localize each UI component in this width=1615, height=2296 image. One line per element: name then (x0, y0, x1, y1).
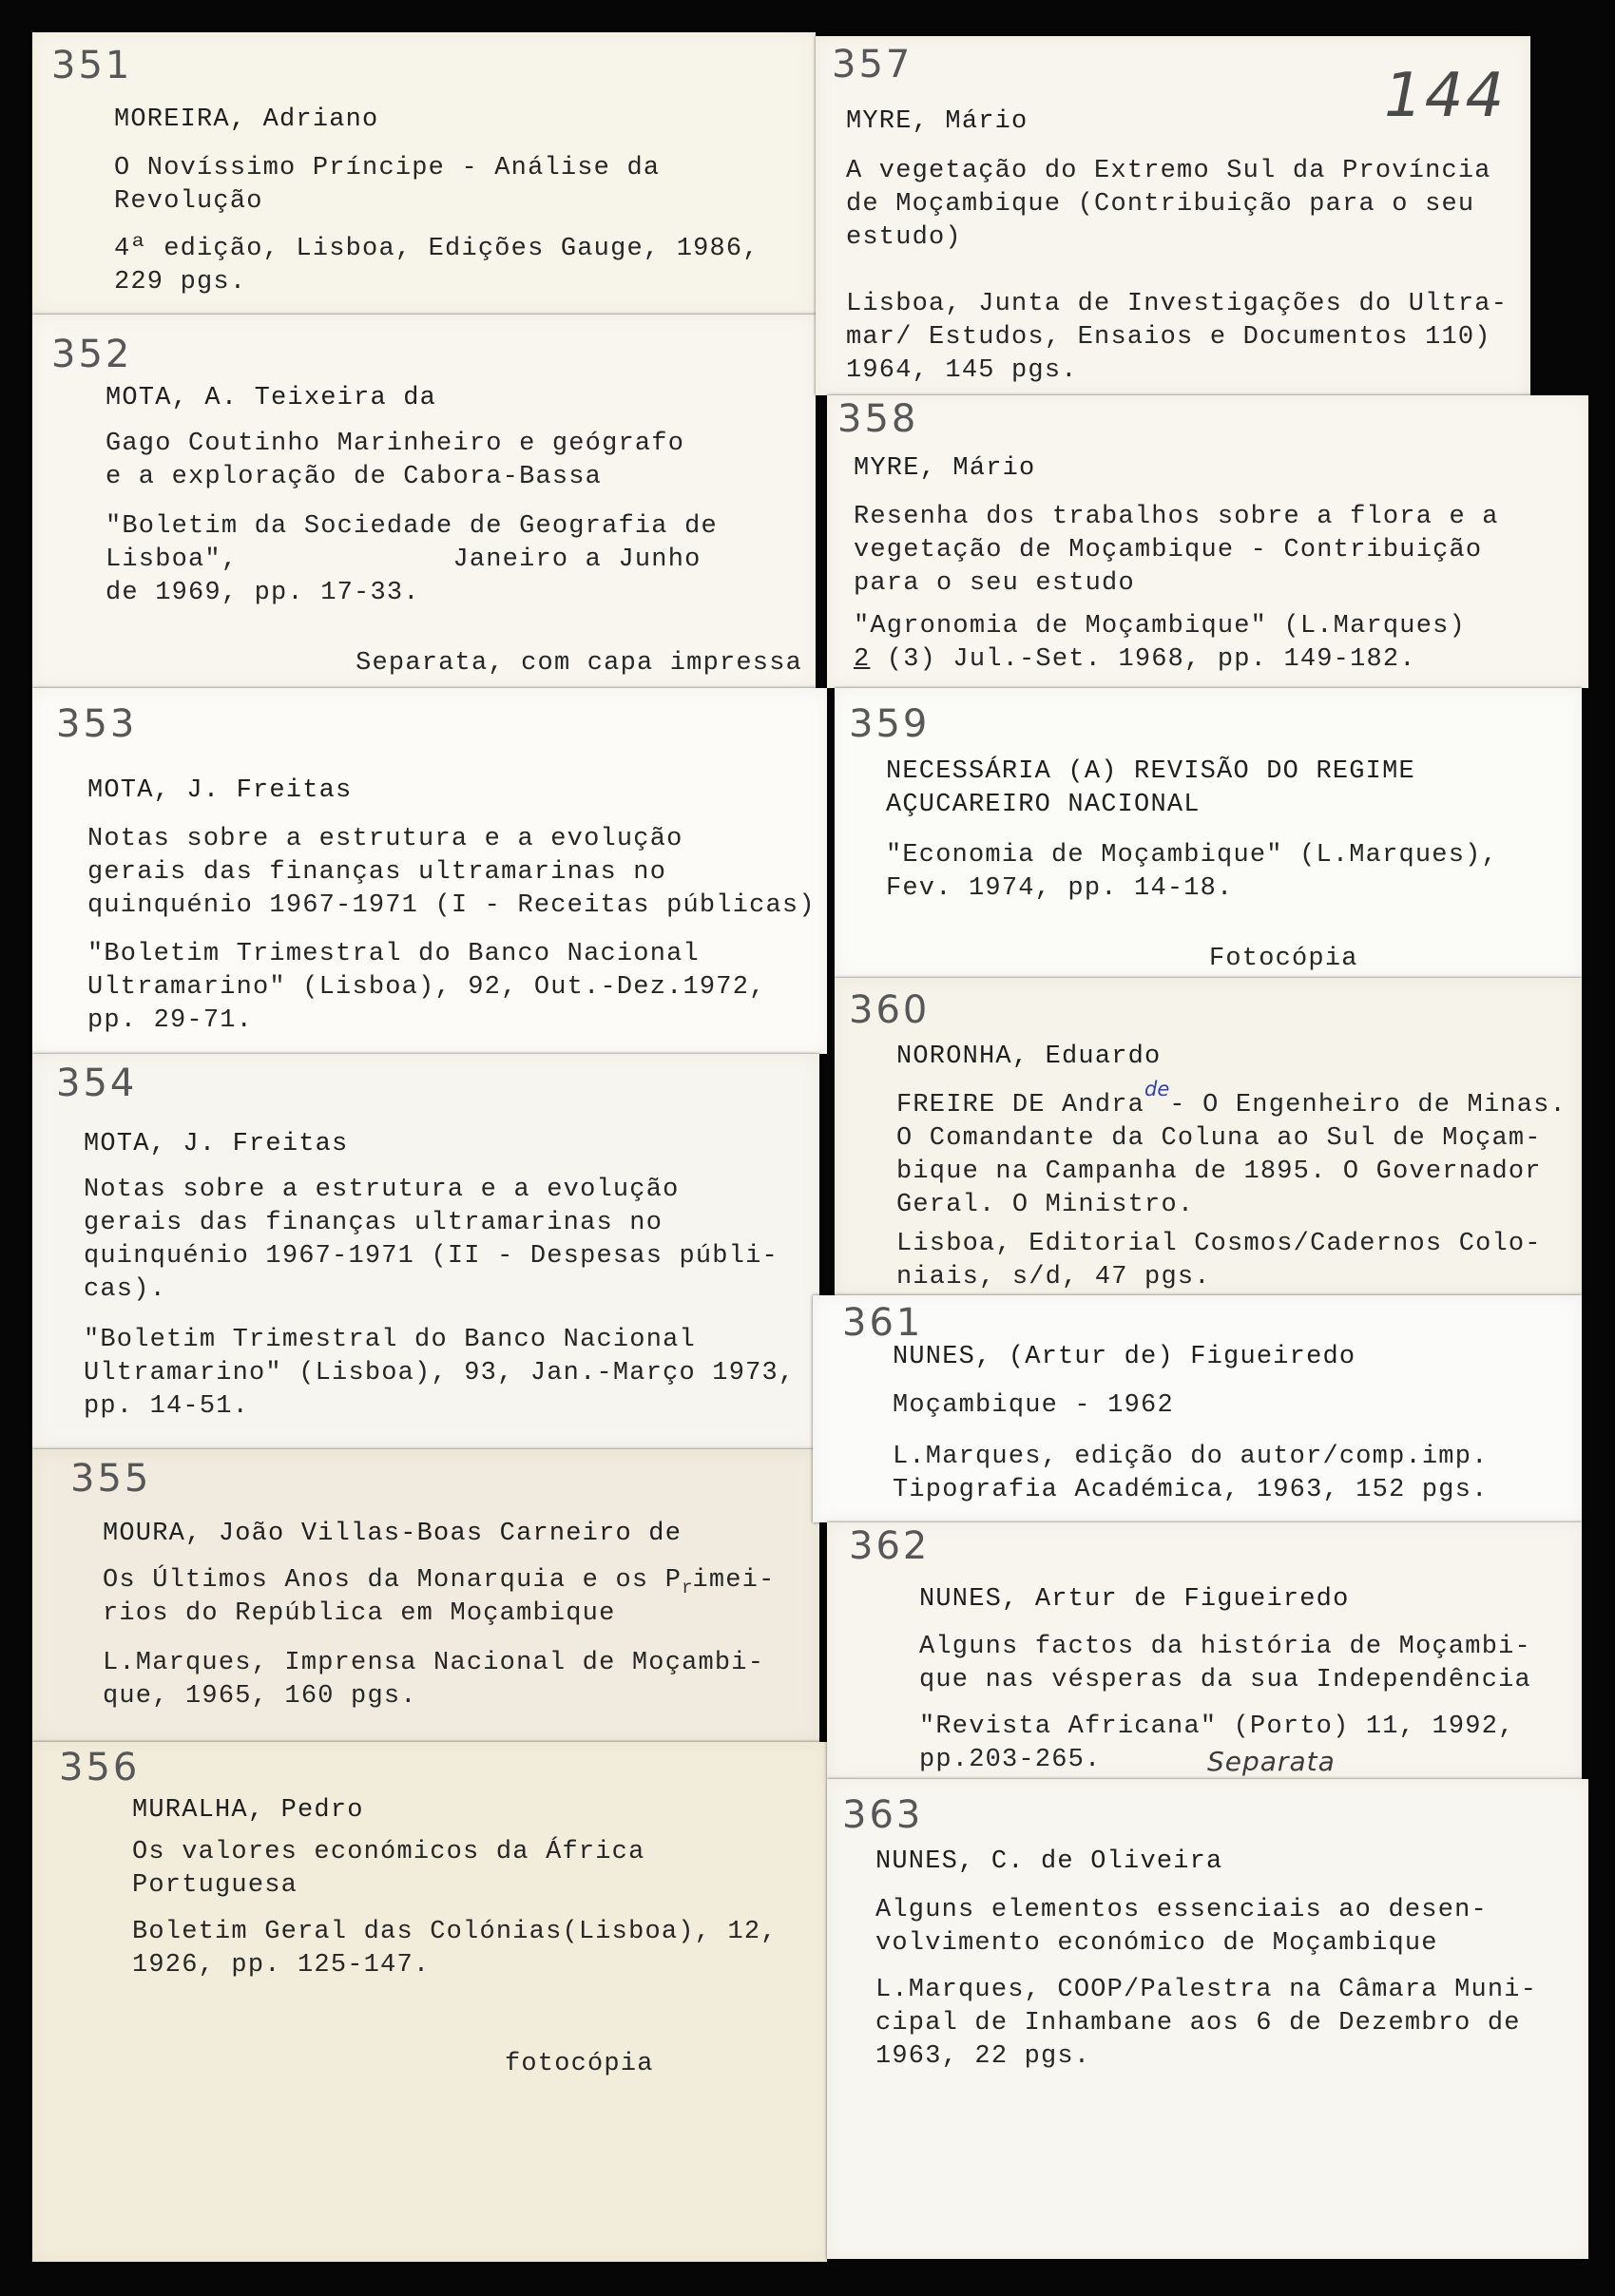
title-line: bique na Campanha de 1895. O Governador (896, 1158, 1542, 1186)
card-number: 357 (832, 43, 913, 86)
title-line: Revolução (114, 187, 263, 216)
card-number: 360 (849, 988, 931, 1032)
author-line: NUNES, C. de Oliveira (875, 1847, 1223, 1876)
card-number: 355 (70, 1457, 152, 1501)
card-number: 351 (51, 44, 133, 87)
publication-line: "Boletim da Sociedade de Geografia de (106, 512, 718, 541)
title-line: Notas sobre a estrutura e a evolução (84, 1176, 680, 1204)
card-publication (84, 1324, 795, 1424)
publication-line: que, 1965, 160 pgs. (103, 1682, 417, 1711)
card-title (875, 1894, 1488, 1961)
author-line: NUNES, Artur de Figueiredo (919, 1585, 1350, 1614)
publication-line: 1926, pp. 125-147. (132, 1951, 431, 1980)
title-line: e a exploração de Cabora-Bassa (106, 463, 603, 491)
publication-line: Ultramarino" (Lisboa), 92, Out.-Dez.1972, (87, 973, 766, 1002)
author-line: NUNES, (Artur de) Figueiredo (893, 1343, 1356, 1371)
publication-line: Lisboa", Janeiro a Junho (106, 545, 702, 574)
card-number: 359 (849, 702, 931, 746)
card-publication (886, 839, 1498, 906)
card-author (114, 104, 378, 137)
title-line-edited (103, 1564, 776, 1598)
card-author (103, 1518, 682, 1551)
card-publication (896, 1228, 1542, 1294)
card-number: 354 (56, 1062, 138, 1105)
card-author (132, 1794, 364, 1827)
note-line: Fotocópia (1209, 945, 1358, 973)
card-publication (875, 1974, 1537, 2074)
title-line: Moçambique - 1962 (893, 1391, 1174, 1420)
publication-line: 1963, 22 pgs. (875, 2042, 1091, 2071)
publication-line: L.Marques, Imprensa Nacional de Moçambi- (103, 1649, 765, 1677)
publication-line: 229 pgs. (114, 268, 247, 297)
publication-line: niais, s/d, 47 pgs. (896, 1263, 1211, 1292)
card-author (896, 1041, 1161, 1074)
publication-line: Lisboa, Editorial Cosmos/Cadernos Colo- (896, 1230, 1542, 1258)
card-title (893, 1389, 1174, 1423)
title-text-after: imei- (692, 1566, 776, 1595)
catalog-card-359 (835, 688, 1582, 978)
card-publication (854, 610, 1466, 677)
card-author (893, 1341, 1355, 1374)
card-author (106, 382, 436, 415)
catalog-card-361 (813, 1295, 1582, 1522)
handwritten-note: Separata (1207, 1746, 1336, 1777)
card-number: 363 (842, 1793, 924, 1837)
handwritten-insertion: de (1144, 1078, 1170, 1100)
card-publication (846, 288, 1508, 388)
title-line: que nas vésperas da sua Independência (919, 1666, 1531, 1694)
catalog-card-360 (835, 978, 1582, 1295)
catalog-card-352 (32, 315, 816, 688)
title-line: NECESSÁRIA (A) REVISÃO DO REGIME (886, 757, 1415, 786)
publication-line: "Economia de Moçambique" (L.Marques), (886, 841, 1498, 870)
card-title (132, 1836, 644, 1903)
card-title (103, 1564, 776, 1631)
note-line: fotocópia (505, 2050, 654, 2078)
card-title (846, 155, 1491, 255)
author-line: MOTA, A. Teixeira da (106, 384, 437, 412)
author-line: MOTA, J. Freitas (87, 776, 353, 805)
card-author (87, 775, 352, 808)
publication-line: pp.203-265. (919, 1746, 1102, 1774)
title-line: vegetação de Moçambique - Contribuição (854, 536, 1483, 564)
title-line: O Comandante da Coluna ao Sul de Moçam- (896, 1124, 1542, 1153)
author-line: MYRE, Mário (854, 454, 1036, 483)
card-author (919, 1583, 1349, 1617)
card-number: 356 (59, 1746, 141, 1789)
card-author (84, 1128, 348, 1161)
catalog-card-358 (827, 395, 1588, 688)
title-line: O Novíssimo Príncipe - Análise da (114, 154, 661, 182)
title-line: rios do República em Moçambique (103, 1599, 616, 1628)
publication-line: L.Marques, edição do autor/comp.imp. (893, 1443, 1489, 1471)
card-publication (87, 938, 766, 1038)
publication-line: Fev. 1974, pp. 14-18. (886, 874, 1234, 903)
card-number: 352 (51, 333, 133, 376)
card-note (1209, 943, 1358, 976)
title-line-edited (896, 1078, 1567, 1122)
card-publication (114, 233, 759, 299)
publication-line: L.Marques, COOP/Palestra na Câmara Muni- (875, 1976, 1538, 2004)
title-line: para o seu estudo (854, 569, 1135, 598)
title-line: Portuguesa (132, 1871, 298, 1900)
catalog-card-357 (816, 36, 1530, 395)
publication-line: Ultramarino" (Lisboa), 93, Jan.-Março 1973, (84, 1359, 796, 1387)
card-publication (106, 510, 718, 610)
title-line: Resenha dos trabalhos sobre a flora e a (854, 503, 1499, 531)
card-author (846, 105, 1028, 139)
card-title (114, 152, 660, 219)
title-line: A vegetação do Extremo Sul da Província (846, 157, 1491, 185)
title-line: gerais das finanças ultramarinas no (84, 1209, 663, 1237)
card-title (854, 501, 1499, 601)
publication-line: "Boletim Trimestral do Banco Nacional (84, 1326, 696, 1354)
catalog-card-354 (32, 1054, 819, 1449)
card-author (854, 452, 1035, 486)
title-line: Os valores económicos da África (132, 1838, 645, 1866)
author-line: MYRE, Mário (846, 107, 1029, 136)
title-text-after: - O Engenheiro de Minas. (1169, 1091, 1567, 1119)
catalog-card-362 (827, 1522, 1582, 1779)
publication-line: "Boletim Trimestral do Banco Nacional (87, 940, 700, 968)
card-publication (893, 1441, 1489, 1507)
publication-line: pp. 29-71. (87, 1006, 254, 1035)
title-line: Notas sobre a estrutura e a evolução (87, 825, 683, 853)
card-number: 353 (56, 702, 138, 746)
catalog-card-355 (32, 1449, 819, 1742)
title-line: AÇUCAREIRO NACIONAL (886, 791, 1201, 819)
card-note (356, 647, 802, 680)
author-line: MOURA, João Villas-Boas Carneiro de (103, 1520, 683, 1548)
author-line: MOREIRA, Adriano (114, 105, 379, 134)
title-text-before: FREIRE DE Andra (896, 1091, 1145, 1119)
title-line: Gago Coutinho Marinheiro e geógrafo (106, 430, 685, 458)
card-number: 358 (837, 397, 919, 441)
publication-line: de 1969, pp. 17-33. (106, 579, 420, 607)
title-line: cas). (84, 1275, 167, 1304)
publication-line: Tipografia Académica, 1963, 152 pgs. (893, 1476, 1489, 1504)
card-title (84, 1174, 779, 1307)
publication-line: 2 (3) Jul.-Set. 1968, pp. 149-182. (854, 645, 1416, 674)
publication-line: 4ª edição, Lisboa, Edições Gauge, 1986, (114, 235, 759, 263)
card-number: 362 (849, 1524, 931, 1568)
publication-line: "Revista Africana" (Porto) 11, 1992, (919, 1712, 1515, 1741)
author-line: MURALHA, Pedro (132, 1796, 364, 1825)
title-line: Geral. O Ministro. (896, 1191, 1195, 1219)
author-line: NORONHA, Eduardo (896, 1043, 1162, 1071)
card-note (505, 2048, 654, 2081)
title-line: Alguns factos da história de Moçambi- (919, 1633, 1531, 1661)
publication-line: pp. 14-51. (84, 1392, 250, 1421)
card-publication (132, 1916, 778, 1982)
publication-line: Boletim Geral das Colónias(Lisboa), 12, (132, 1918, 778, 1946)
author-line: MOTA, J. Freitas (84, 1130, 349, 1158)
publication-line: mar/ Estudos, Ensaios e Documentos 110) (846, 323, 1491, 352)
title-line: quinquénio 1967-1971 (II - Despesas públi- (84, 1242, 779, 1271)
publication-line: 1964, 145 pgs. (846, 356, 1078, 385)
card-title (87, 823, 816, 923)
card-title (886, 756, 1415, 822)
publication-line: cipal de Inhambane aos 6 de Dezembro de (875, 2009, 1521, 2038)
catalog-card-363 (827, 1779, 1588, 2259)
title-line: quinquénio 1967-1971 (I - Receitas públicas) (87, 891, 816, 920)
handwritten-page-number: 144 (1384, 61, 1507, 131)
title-line: volvimento económico de Moçambique (875, 1929, 1438, 1958)
catalog-card-356 (32, 1742, 827, 2262)
title-line: gerais das finanças ultramarinas no (87, 858, 667, 887)
publication-line: "Agronomia de Moçambique" (L.Marques) (854, 612, 1466, 641)
catalog-card-351 (32, 32, 816, 315)
card-title (896, 1078, 1567, 1222)
card-title (106, 428, 684, 494)
title-line: estudo) (846, 223, 962, 252)
catalog-card-353 (32, 688, 827, 1054)
note-line: Separata, com capa impressa (356, 649, 802, 678)
publication-line: Lisboa, Junta de Investigações do Ultra- (846, 290, 1509, 318)
typed-insertion: r (682, 1578, 693, 1598)
title-text-before: Os Últimos Anos da Monarquia e os P (103, 1566, 683, 1595)
card-number: 361 (842, 1301, 924, 1345)
title-line: de Moçambique (Contribuição para o seu (846, 190, 1475, 219)
card-publication (103, 1647, 764, 1713)
card-author (875, 1846, 1222, 1879)
card-title (919, 1631, 1531, 1697)
title-line: Alguns elementos essenciais ao desen- (875, 1896, 1488, 1924)
